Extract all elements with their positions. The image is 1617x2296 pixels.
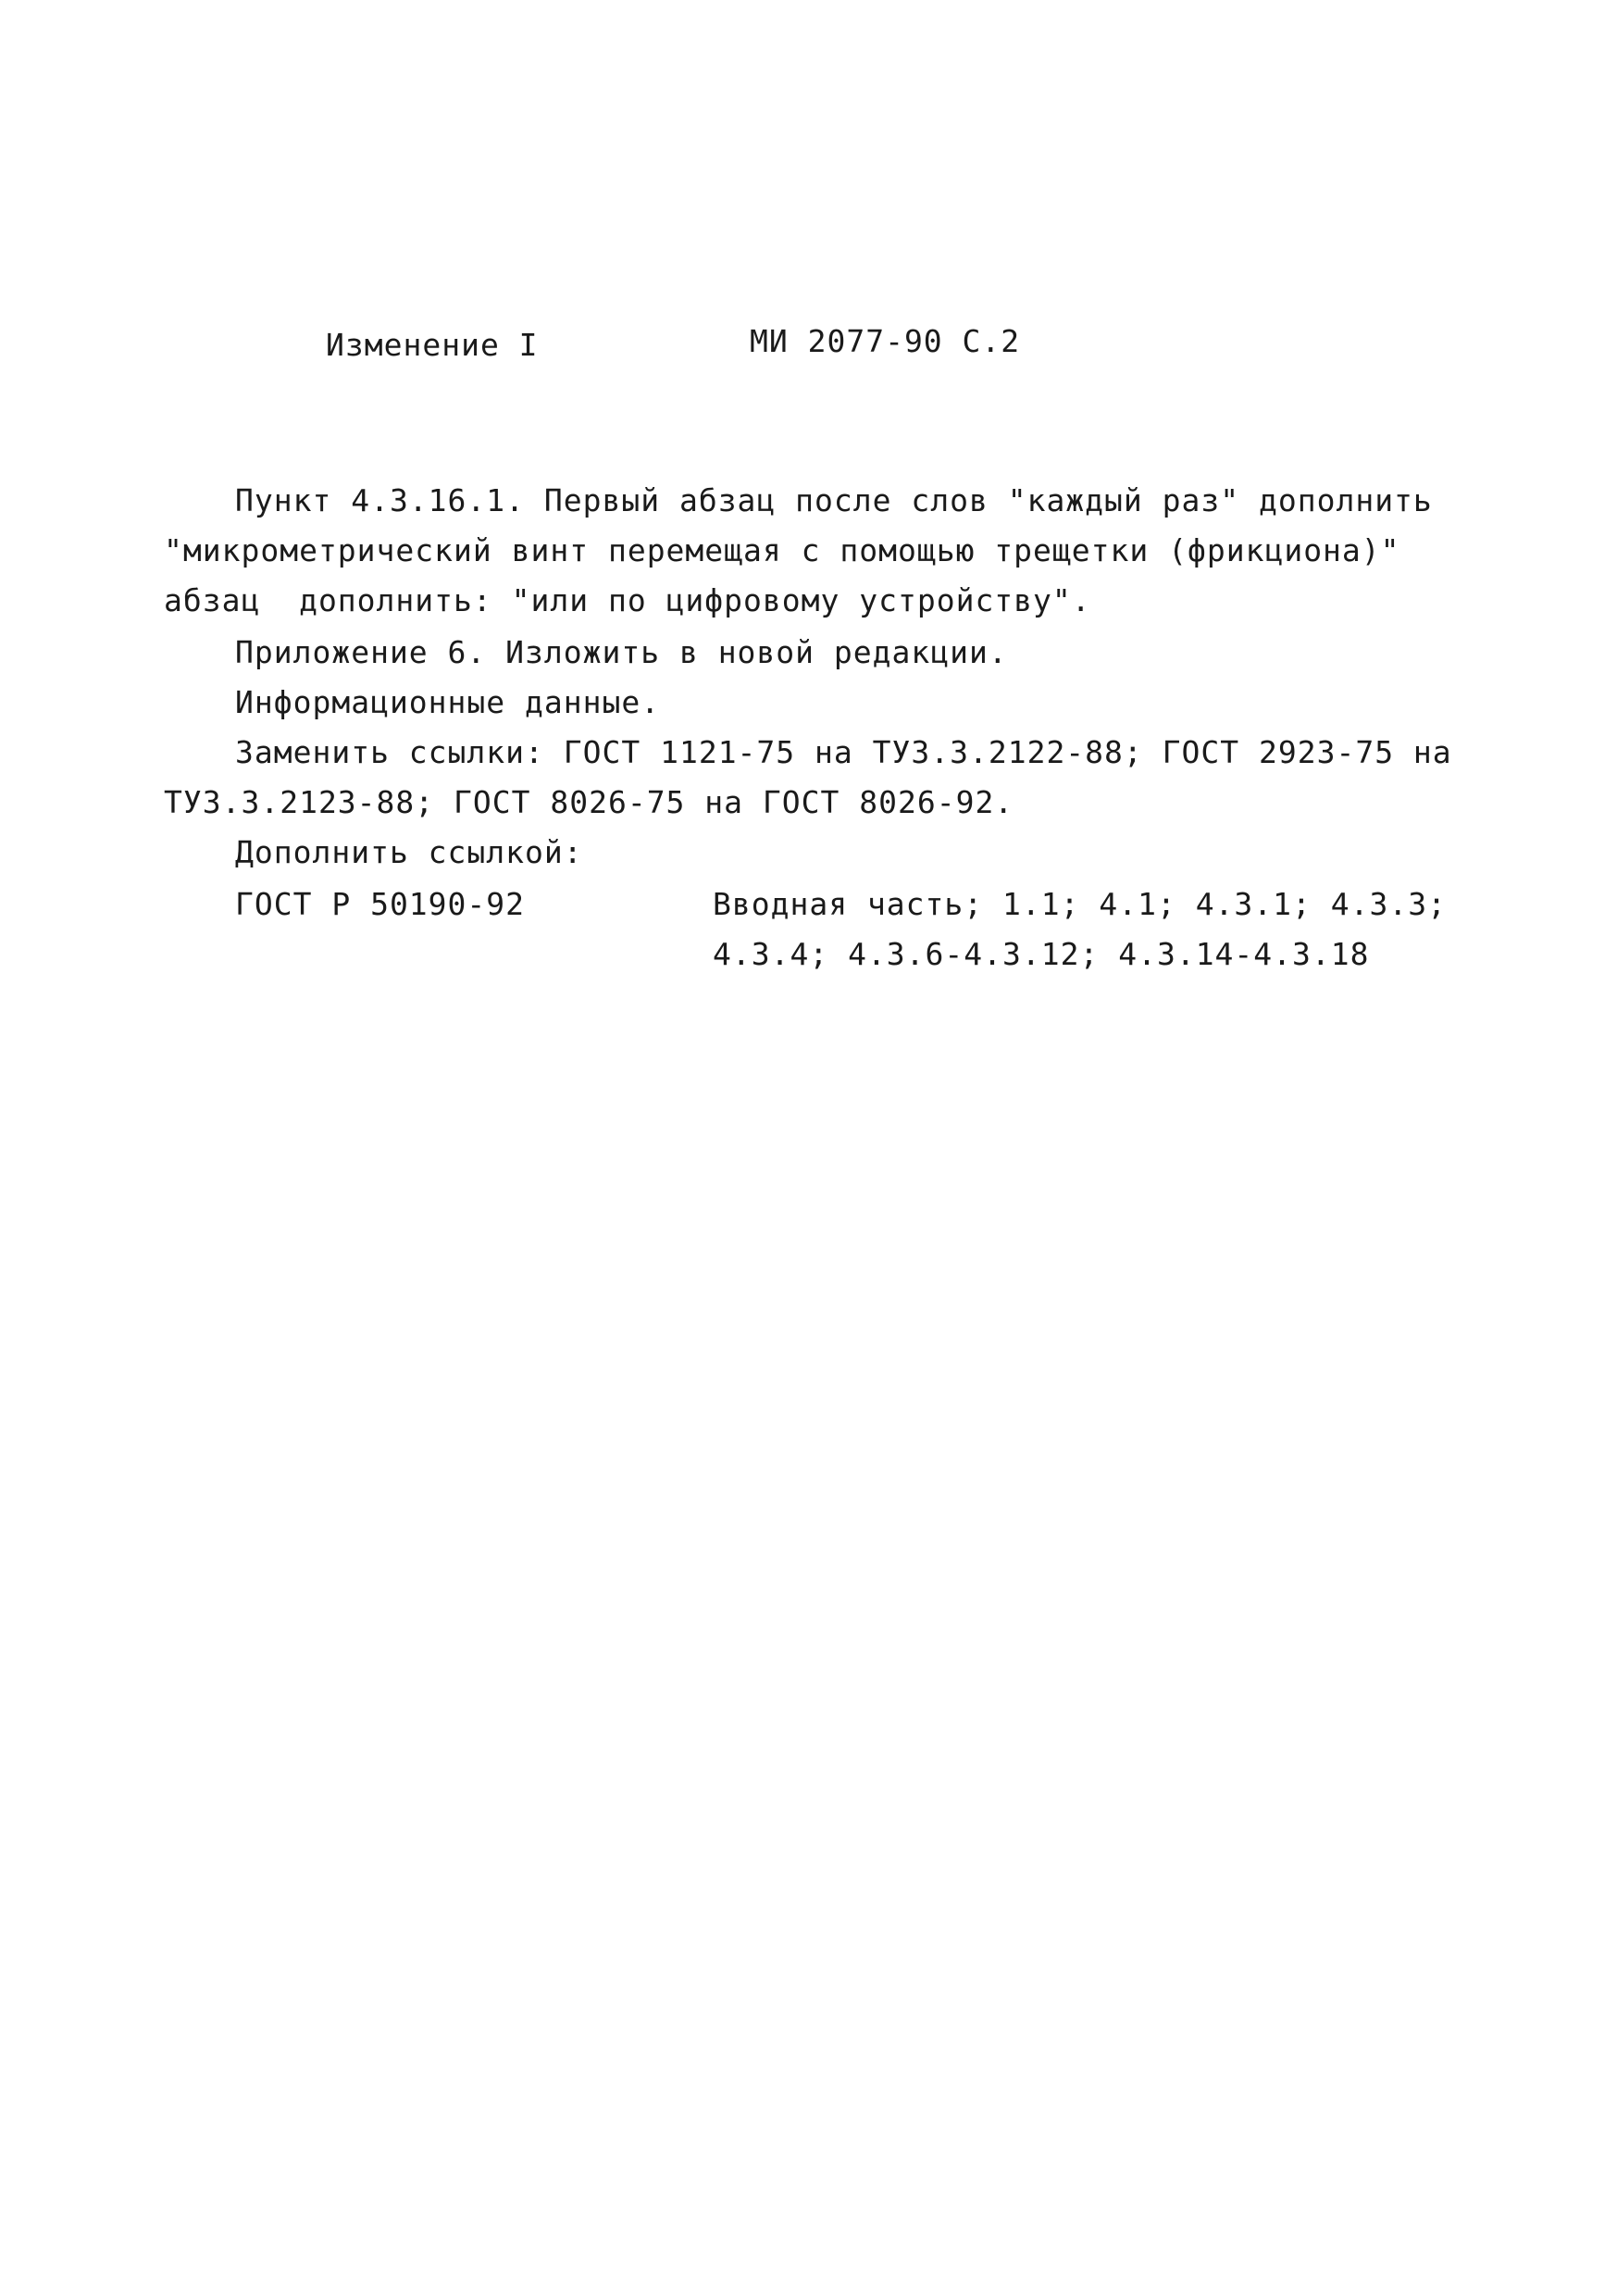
- body-line: абзац дополнить: "или по цифровому устройству".: [164, 582, 1091, 618]
- body-line: ТУ3.3.2123-88; ГОСТ 8026-75 на ГОСТ 8026-92.: [164, 784, 1014, 820]
- amendment-title: Изменение I: [326, 327, 539, 363]
- document-code-page: МИ 2077-90 С.2: [750, 323, 1021, 359]
- reference-standard-code: ГОСТ Р 50190-92: [235, 886, 526, 922]
- body-line: "микрометрический винт перемещая с помощью трещетки (фрикциона)": [164, 532, 1400, 568]
- body-line: Заменить ссылки: ГОСТ 1121-75 на ТУ3.3.2122-88; ГОСТ 2923-75 на: [235, 734, 1452, 770]
- body-line: Приложение 6. Изложить в новой редакции.: [235, 634, 1008, 670]
- reference-items-line: Вводная часть; 1.1; 4.1; 4.3.1; 4.3.3;: [713, 886, 1447, 922]
- reference-items-line: 4.3.4; 4.3.6-4.3.12; 4.3.14-4.3.18: [713, 936, 1370, 972]
- body-line: Пункт 4.3.16.1. Первый абзац после слов "каждый раз" дополнить: [235, 482, 1433, 518]
- body-line: Дополнить ссылкой:: [235, 834, 583, 870]
- body-line: Информационные данные.: [235, 684, 661, 720]
